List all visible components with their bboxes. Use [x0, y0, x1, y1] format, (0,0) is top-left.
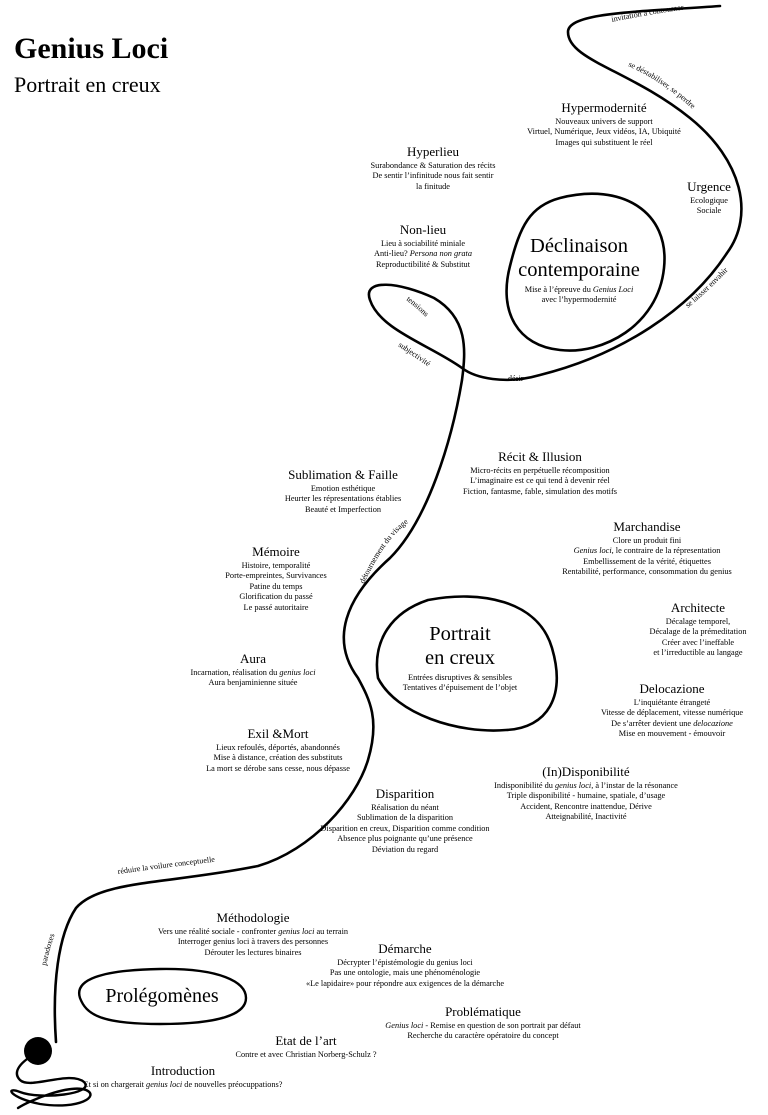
node-recit: Récit & Illusion Micro-récits en perpétuelle récomposition L’imaginaire est ce qui tend à devenir réel Fiction, fantasme, fable, simulation des motifs — [463, 449, 617, 496]
node-aura: Aura Incarnation, réalisation du genius loci Aura benjaminienne située — [190, 651, 316, 688]
curve-label-destabiliser: se déstabiliser, se perdre — [627, 59, 698, 111]
curve-label-tensions: tensions — [404, 294, 431, 319]
curve-label-subjectivite: subjectivité — [396, 340, 433, 369]
node-architecte: Architecte Décalage temporel, Décalage de la prémeditation Créer avec l’ineffable et l’irreductible au langage — [649, 600, 747, 658]
curve-label-envahir: se laisser envahir — [683, 265, 730, 310]
node-demarche: Démarche Décrypter l’épistémologie du genius loci Pas une ontologie, mais une phénoménologie «Le lapidaire» pour répondre aux exigences de la démarche — [305, 941, 505, 988]
curve-label-detournement: détournement du visage — [357, 516, 410, 585]
curve-label-invitation: invitation à contourner — [610, 2, 684, 24]
node-etat-art: Etat de l’art Contre et avec Christian Norberg-Schulz ? — [235, 1033, 377, 1059]
origin-scribble — [11, 1052, 90, 1108]
node-methodologie: Méthodologie Vers une réalité sociale - confronter genius loci au terrain Interroger genius loci à travers des personnes Dérouter les lectures binaires — [157, 910, 349, 957]
page-title: Genius Loci — [14, 32, 169, 65]
node-exil: Exil &Mort Lieux refoulés, déportés, abandonnés Mise à distance, création des substituts La mort se dérobe sans cesse, nous dépasse — [206, 726, 350, 773]
node-introduction: Introduction Et si on chargerait genius loci de nouvelles préocuppations? — [83, 1063, 283, 1089]
hub-declinaison: Déclinaison contemporaine Mise à l’épreuve du Genius Loci avec l’hypermodernité — [518, 235, 640, 305]
hub-prolegomenes-title: Prolégomènes — [105, 985, 219, 1007]
hub-declinaison-title: Déclinaison contemporaine — [518, 235, 640, 281]
node-indisponibilite: (In)Disponibilité Indisponibilité du genius loci, à l’instar de la résonance Triple disponibilité - humaine, spatiale, d’usage Accident, Rencontre inattendue, Dérive Atteignabilité, Inactivité — [494, 764, 678, 822]
node-urgence: Urgence Ecologique Sociale — [687, 179, 731, 216]
node-sublimation: Sublimation & Faille Emotion esthétique Heurter les répresentations établies Beauté et Imperfection — [284, 467, 402, 514]
hub-portrait-title: Portrait en creux — [424, 623, 495, 669]
node-marchandise: Marchandise Clore un produit fini Genius loci, le contraire de la répresentation Embellissement de la vérité, étiquettes Rentabilité, performance, consommation du genius — [562, 519, 732, 577]
node-hypermodernite: Hypermodernité Nouveaux univers de support Virtuel, Numérique, Jeux vidéos, IA, Ubiquité Images qui substituent le réel — [527, 100, 681, 147]
node-memoire: Mémoire Histoire, temporalité Porte-empreintes, Survivances Patine du temps Glorification du passé Le passé autoritaire — [225, 544, 327, 612]
node-hyperlieu: Hyperlieu Surabondance & Saturation des récits De sentir l’infinitude nous fait sentir la finitude — [370, 144, 496, 191]
node-problematique: Problématique Genius loci - Remise en question de son portrait par défaut Recherche du caractère opératoire du concept — [385, 1004, 581, 1041]
curve-label-paradoxes: paradoxes — [39, 932, 57, 967]
curve-label-reduire: réduire la voilure conceptuelle — [117, 854, 216, 876]
hub-portrait: Portrait en creux Entrées disruptives & sensibles Tentatives d’épuisement de l’objet — [402, 623, 518, 693]
origin-dot — [24, 1037, 52, 1065]
node-delocazione: Delocazione L’inquiétante étrangeté Vitesse de déplacement, vitesse numérique De s’arrêter devient une delocazione Mise en mouvement - émouvoir — [600, 681, 744, 739]
curve-label-desir: désir — [508, 374, 524, 383]
hub-prolegomenes — [105, 984, 218, 1011]
page-subtitle: Portrait en creux — [14, 72, 161, 97]
node-disparition: Disparition Réalisation du néant Sublimation de la disparition Disparition en creux, Disparition comme condition Absence plus poignante qu’une présence Déviation du regard — [320, 786, 490, 854]
node-nonlieu: Non-lieu Lieu à sociabilité miniale Anti-lieu? Persona non grata Reproductibilité & Substitut — [374, 222, 472, 269]
